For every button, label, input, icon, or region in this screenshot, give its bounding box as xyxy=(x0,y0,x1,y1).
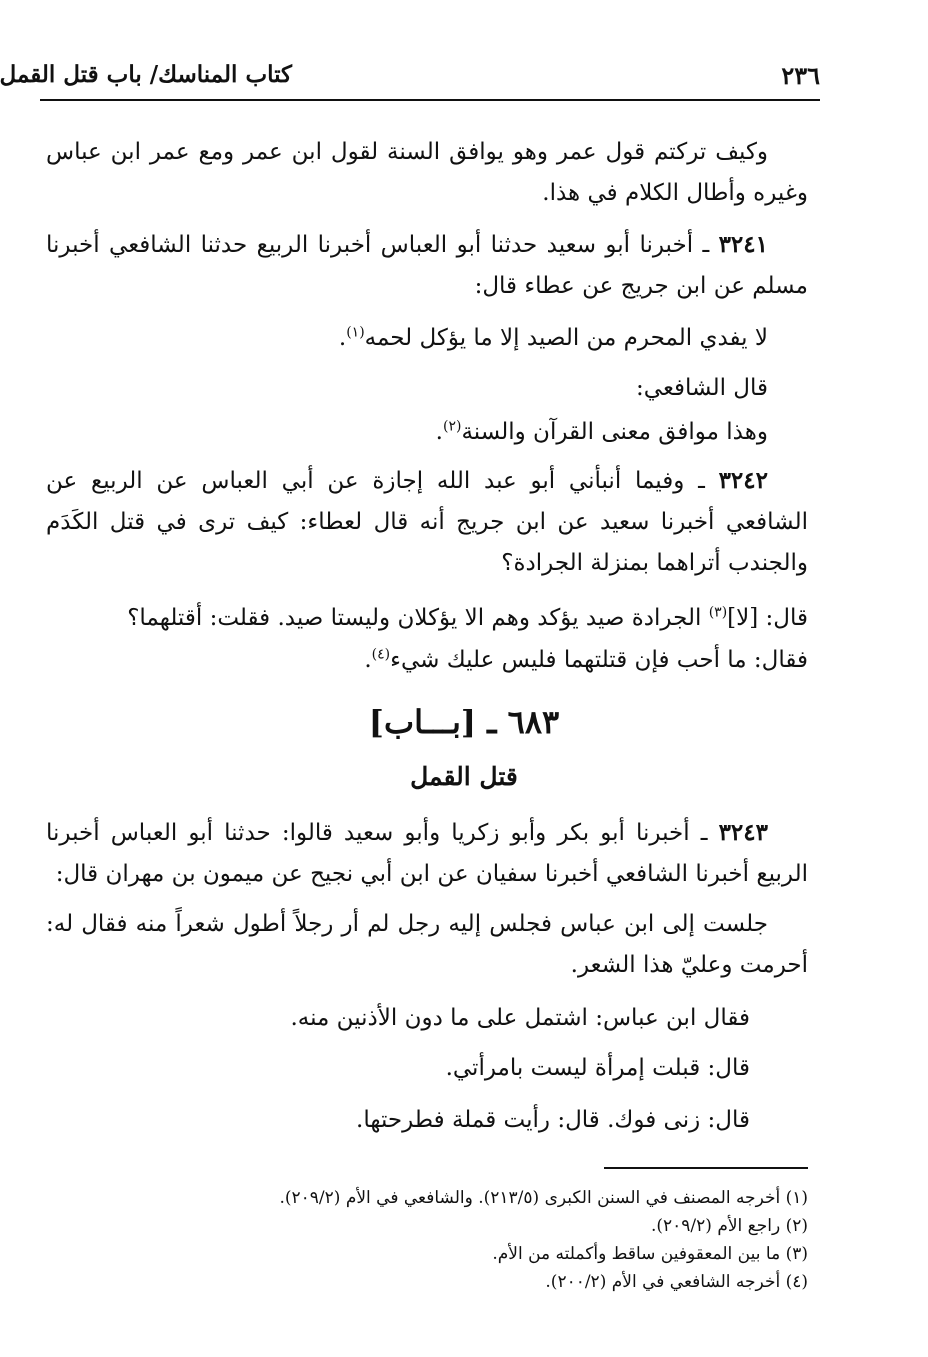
footnote-ref-1: (١) xyxy=(346,324,365,341)
hadith-text: ـ وفيما أنبأني أبو عبد الله إجازة عن أبي العباس عن الربيع عن الشافعي أخبرنا سعيد عن ابن جريج أنه قال لعطاء: كيف ترى في قتل الكَدَم والجندب أتراهما بمنزلة الجرادة؟ xyxy=(46,468,808,576)
running-title: كتاب المناسك/ باب قتل القمل xyxy=(0,61,292,88)
paragraph-text: قال: زنى فوك. قال: رأيت قملة فطرحتها. xyxy=(356,1107,750,1133)
hadith-3241 xyxy=(46,224,808,307)
paragraph-text: فقال ابن عباس: اشتمل على ما دون الأذنين منه. xyxy=(290,1005,750,1031)
dialogue-line-1 xyxy=(50,998,750,1039)
answer-line xyxy=(46,598,808,639)
footnote-2: (٢) راجع الأم (٢٠٩/٢). xyxy=(650,1216,808,1236)
paragraph-text: قال: قبلت إمرأة ليست بامرأتي. xyxy=(445,1055,750,1081)
paragraph-continuation xyxy=(46,132,808,214)
narration-paragraph xyxy=(46,904,808,986)
quote-ata: لا يفدي المحرم من الصيد إلا ما يؤكل لحمه$^{(١)}$. xyxy=(338,324,768,351)
hadith-number: ٣٢٤٣ xyxy=(718,819,768,846)
hadith-3243 xyxy=(46,812,808,895)
paragraph-text: قال الشافعي: xyxy=(636,375,768,401)
footnote-4: (٤) أخرجه الشافعي في الأم (٢٠٠/٢). xyxy=(545,1272,808,1292)
dialogue-line-2 xyxy=(50,1048,750,1089)
answer-line-2: فقال: ما أحب فإن قتلتهما فليس عليك شيء$^{(٤)}$. xyxy=(364,646,808,673)
footnote-1: (١) أخرجه المصنف في السنن الكبرى (٢١٣/٥). والشافعي في الأم (٢٠٩/٢). xyxy=(279,1188,808,1208)
hadith-number: ٣٢٤١ xyxy=(718,231,768,258)
hadith-number: ٣٢٤٢ xyxy=(718,467,768,494)
footnote-ref-2: (٢) xyxy=(442,418,462,435)
chapter-heading: ٦٨٣ ـ [بـــاب] xyxy=(368,703,560,741)
paragraph-text: وهذا موافق معنى القرآن والسنة xyxy=(461,419,768,445)
paragraph-text: قال: [لا] xyxy=(727,605,808,631)
paragraph-text: الجرادة صيد يؤكد وهم الا يؤكلان وليستا صيد. فقلت: أقتلهما؟ xyxy=(127,605,709,631)
hadith-text: ـ أخبرنا أبو سعيد حدثنا أبو العباس أخبرنا الربيع حدثنا الشافعي أخبرنا مسلم عن ابن جريج عن عطاء قال: xyxy=(46,232,808,299)
footnote-ref-4: (٤) xyxy=(371,646,391,663)
shafii-comment: وهذا موافق معنى القرآن والسنة$^{(٢)}$. xyxy=(435,418,768,445)
page-header xyxy=(0,55,820,101)
hadith-text: ـ أخبرنا أبو بكر وأبو زكريا وأبو سعيد قالوا: حدثنا أبو العباس أخبرنا الربيع أخبرنا الشافعي أخبرنا سفيان عن ابن أبي نجيح عن ميمون بن مهران قال: xyxy=(46,820,808,887)
chapter-subtitle: قتل القمل xyxy=(410,762,518,791)
paragraph-text: فقال: ما أحب فإن قتلتهما فليس عليك شيء xyxy=(390,647,808,673)
quote-text: لا يفدي المحرم من الصيد إلا ما يؤكل لحمه xyxy=(364,325,768,351)
paragraph-text: جلست إلى ابن عباس فجلس إليه رجل لم أر رجلاً أطول شعراً منه فقال له: أحرمت وعليّ هذا الشعر. xyxy=(46,911,808,978)
hadith-3242 xyxy=(46,460,808,584)
shafii-label xyxy=(46,368,808,409)
paragraph-text: وكيف تركتم قول عمر وهو يوافق السنة لقول ابن عمر ومع عمر ابن عباس وغيره وأطال الكلام في هذا. xyxy=(46,139,808,206)
footnote-ref-3: (٣) xyxy=(708,604,728,621)
page-number: ٢٣٦ xyxy=(781,61,820,90)
footnote-divider xyxy=(604,1167,808,1169)
dialogue-line-3 xyxy=(50,1100,750,1141)
footnote-3: (٣) ما بين المعقوفين ساقط وأكملته من الأم. xyxy=(492,1244,808,1264)
